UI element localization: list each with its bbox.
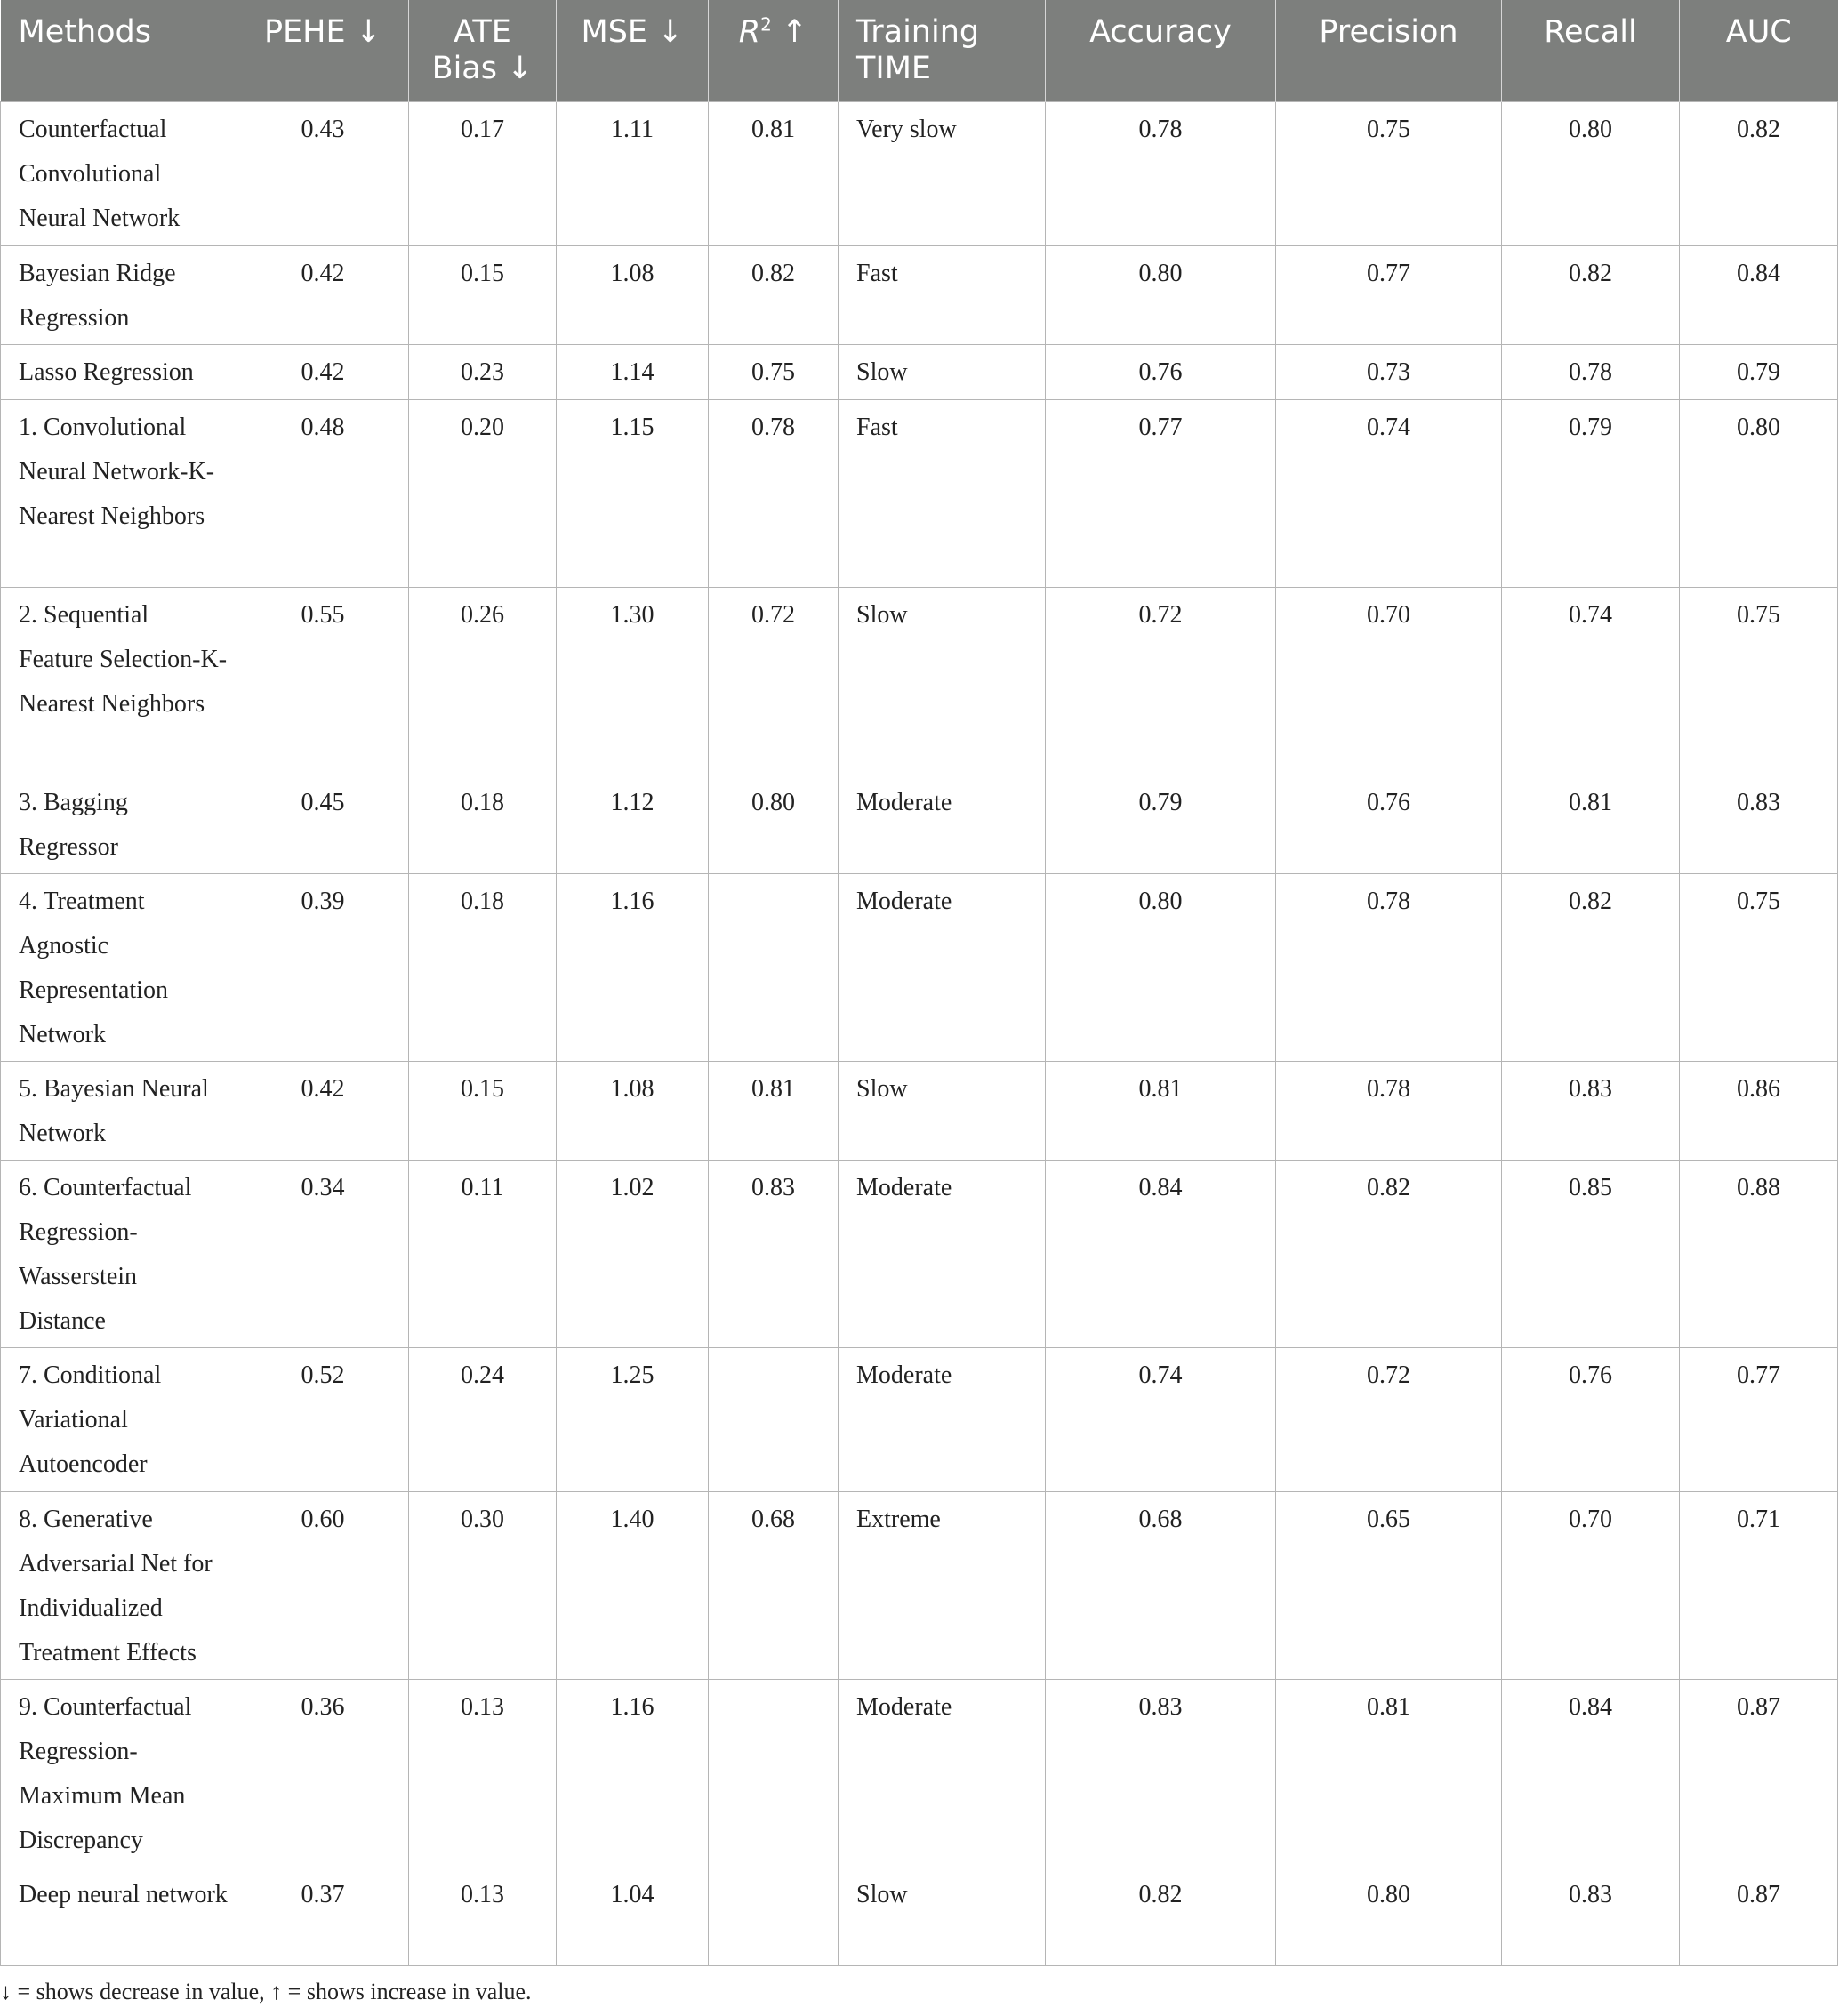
cell-accuracy: 0.74 <box>1046 1347 1276 1491</box>
cell-training-time: Very slow <box>839 101 1046 245</box>
cell-pehe: 0.36 <box>237 1679 409 1867</box>
cell-r2: 0.82 <box>709 245 839 344</box>
cell-mse: 1.04 <box>557 1867 709 1965</box>
header-training-time: Training TIME <box>839 0 1046 101</box>
cell-accuracy: 0.77 <box>1046 399 1276 587</box>
cell-ate-bias: 0.24 <box>409 1347 557 1491</box>
cell-mse: 1.30 <box>557 587 709 775</box>
cell-r2: 0.81 <box>709 1061 839 1160</box>
cell-accuracy: 0.82 <box>1046 1867 1276 1965</box>
cell-pehe: 0.45 <box>237 775 409 873</box>
header-mse: MSE ↓ <box>557 0 709 101</box>
cell-method: 3. Bagging Regressor <box>1 775 237 873</box>
cell-recall: 0.80 <box>1502 101 1680 245</box>
header-row <box>1 0 1838 101</box>
header-r2-sup: 2 <box>760 13 772 36</box>
cell-method: 1. Convolutional Neural Network-K-Nearest Neighbors <box>1 399 237 587</box>
cell-ate-bias: 0.11 <box>409 1160 557 1347</box>
cell-auc: 0.88 <box>1680 1160 1838 1347</box>
header-r2-arrow: ↑ <box>771 14 808 50</box>
cell-precision: 0.70 <box>1276 587 1502 775</box>
cell-training-time: Moderate <box>839 1679 1046 1867</box>
cell-pehe: 0.34 <box>237 1160 409 1347</box>
cell-recall: 0.81 <box>1502 775 1680 873</box>
cell-pehe: 0.48 <box>237 399 409 587</box>
cell-ate-bias: 0.20 <box>409 399 557 587</box>
cell-training-time: Extreme <box>839 1491 1046 1679</box>
cell-training-time: Moderate <box>839 775 1046 873</box>
cell-recall: 0.83 <box>1502 1867 1680 1965</box>
cell-ate-bias: 0.13 <box>409 1679 557 1867</box>
cell-precision: 0.77 <box>1276 245 1502 344</box>
cell-r2: 0.75 <box>709 344 839 399</box>
cell-pehe: 0.42 <box>237 344 409 399</box>
table-row <box>1 1347 1838 1491</box>
cell-auc: 0.87 <box>1680 1679 1838 1867</box>
cell-ate-bias: 0.30 <box>409 1491 557 1679</box>
cell-r2: 0.83 <box>709 1160 839 1347</box>
cell-auc: 0.75 <box>1680 873 1838 1061</box>
cell-training-time: Slow <box>839 344 1046 399</box>
cell-auc: 0.86 <box>1680 1061 1838 1160</box>
cell-recall: 0.74 <box>1502 587 1680 775</box>
cell-precision: 0.81 <box>1276 1679 1502 1867</box>
cell-mse: 1.08 <box>557 245 709 344</box>
cell-accuracy: 0.68 <box>1046 1491 1276 1679</box>
cell-mse: 1.16 <box>557 1679 709 1867</box>
cell-precision: 0.82 <box>1276 1160 1502 1347</box>
cell-pehe: 0.37 <box>237 1867 409 1965</box>
cell-recall: 0.82 <box>1502 245 1680 344</box>
cell-mse: 1.16 <box>557 873 709 1061</box>
cell-method: Lasso Regression <box>1 344 237 399</box>
cell-precision: 0.75 <box>1276 101 1502 245</box>
cell-auc: 0.83 <box>1680 775 1838 873</box>
cell-auc: 0.80 <box>1680 399 1838 587</box>
cell-training-time: Moderate <box>839 1347 1046 1491</box>
cell-auc: 0.84 <box>1680 245 1838 344</box>
cell-pehe: 0.39 <box>237 873 409 1061</box>
table-footnote: ↓ = shows decrease in value, ↑ = shows increase in value. <box>0 1979 532 2004</box>
cell-ate-bias: 0.13 <box>409 1867 557 1965</box>
cell-ate-bias: 0.23 <box>409 344 557 399</box>
cell-accuracy: 0.80 <box>1046 245 1276 344</box>
cell-recall: 0.83 <box>1502 1061 1680 1160</box>
cell-recall: 0.70 <box>1502 1491 1680 1679</box>
cell-pehe: 0.42 <box>237 245 409 344</box>
cell-method: 6. Counterfactual Regression-Wasserstein Distance <box>1 1160 237 1347</box>
cell-precision: 0.78 <box>1276 1061 1502 1160</box>
cell-mse: 1.12 <box>557 775 709 873</box>
header-r2 <box>709 0 839 101</box>
cell-r2: 0.78 <box>709 399 839 587</box>
cell-pehe: 0.42 <box>237 1061 409 1160</box>
table-row <box>1 101 1838 245</box>
cell-r2: 0.80 <box>709 775 839 873</box>
cell-method: Bayesian Ridge Regression <box>1 245 237 344</box>
table-row <box>1 399 1838 587</box>
header-methods: Methods <box>1 0 237 101</box>
cell-precision: 0.80 <box>1276 1867 1502 1965</box>
table-row <box>1 775 1838 873</box>
table-row <box>1 1491 1838 1679</box>
cell-pehe: 0.43 <box>237 101 409 245</box>
table-row <box>1 1061 1838 1160</box>
header-recall: Recall <box>1502 0 1680 101</box>
table-row <box>1 587 1838 775</box>
cell-training-time: Slow <box>839 587 1046 775</box>
cell-precision: 0.65 <box>1276 1491 1502 1679</box>
cell-precision: 0.76 <box>1276 775 1502 873</box>
cell-training-time: Slow <box>839 1867 1046 1965</box>
cell-mse: 1.25 <box>557 1347 709 1491</box>
cell-pehe: 0.60 <box>237 1491 409 1679</box>
cell-mse: 1.40 <box>557 1491 709 1679</box>
cell-method: Deep neural network <box>1 1867 237 1965</box>
cell-auc: 0.71 <box>1680 1491 1838 1679</box>
cell-training-time: Moderate <box>839 1160 1046 1347</box>
cell-ate-bias: 0.18 <box>409 775 557 873</box>
cell-method: 2. Sequential Feature Selection-K-Nearest Neighbors <box>1 587 237 775</box>
cell-r2 <box>709 1679 839 1867</box>
header-accuracy: Accuracy <box>1046 0 1276 101</box>
cell-ate-bias: 0.26 <box>409 587 557 775</box>
cell-mse: 1.14 <box>557 344 709 399</box>
cell-r2: 0.68 <box>709 1491 839 1679</box>
cell-accuracy: 0.80 <box>1046 873 1276 1061</box>
cell-training-time: Slow <box>839 1061 1046 1160</box>
cell-accuracy: 0.78 <box>1046 101 1276 245</box>
cell-method: 9. Counterfactual Regression-Maximum Mean Discrepancy <box>1 1679 237 1867</box>
cell-ate-bias: 0.17 <box>409 101 557 245</box>
cell-r2: 0.72 <box>709 587 839 775</box>
cell-training-time: Fast <box>839 399 1046 587</box>
cell-r2 <box>709 1867 839 1965</box>
cell-accuracy: 0.84 <box>1046 1160 1276 1347</box>
cell-auc: 0.87 <box>1680 1867 1838 1965</box>
cell-mse: 1.11 <box>557 101 709 245</box>
cell-recall: 0.78 <box>1502 344 1680 399</box>
cell-accuracy: 0.83 <box>1046 1679 1276 1867</box>
cell-auc: 0.82 <box>1680 101 1838 245</box>
cell-mse: 1.15 <box>557 399 709 587</box>
cell-accuracy: 0.81 <box>1046 1061 1276 1160</box>
header-ate-bias: ATE Bias ↓ <box>409 0 557 101</box>
cell-method: 4. Treatment Agnostic Representation Network <box>1 873 237 1061</box>
table-row <box>1 873 1838 1061</box>
cell-auc: 0.75 <box>1680 587 1838 775</box>
cell-auc: 0.79 <box>1680 344 1838 399</box>
cell-precision: 0.78 <box>1276 873 1502 1061</box>
cell-mse: 1.02 <box>557 1160 709 1347</box>
cell-ate-bias: 0.15 <box>409 245 557 344</box>
cell-recall: 0.79 <box>1502 399 1680 587</box>
cell-accuracy: 0.79 <box>1046 775 1276 873</box>
header-r2-base: R <box>738 14 761 50</box>
cell-accuracy: 0.72 <box>1046 587 1276 775</box>
header-auc: AUC <box>1680 0 1838 101</box>
cell-ate-bias: 0.18 <box>409 873 557 1061</box>
table-row <box>1 344 1838 399</box>
cell-pehe: 0.55 <box>237 587 409 775</box>
table-row <box>1 1679 1838 1867</box>
cell-accuracy: 0.76 <box>1046 344 1276 399</box>
table-row <box>1 1867 1838 1965</box>
cell-recall: 0.82 <box>1502 873 1680 1061</box>
table-header <box>1 0 1838 101</box>
cell-training-time: Fast <box>839 245 1046 344</box>
cell-training-time: Moderate <box>839 873 1046 1061</box>
table-row <box>1 1160 1838 1347</box>
cell-method: Counterfactual Convolutional Neural Network <box>1 101 237 245</box>
cell-recall: 0.76 <box>1502 1347 1680 1491</box>
cell-precision: 0.73 <box>1276 344 1502 399</box>
table-row <box>1 245 1838 344</box>
cell-method: 7. Conditional Variational Autoencoder <box>1 1347 237 1491</box>
header-pehe: PEHE ↓ <box>237 0 409 101</box>
cell-auc: 0.77 <box>1680 1347 1838 1491</box>
cell-mse: 1.08 <box>557 1061 709 1160</box>
cell-r2: 0.81 <box>709 101 839 245</box>
cell-r2 <box>709 1347 839 1491</box>
cell-pehe: 0.52 <box>237 1347 409 1491</box>
cell-method: 5. Bayesian Neural Network <box>1 1061 237 1160</box>
header-precision: Precision <box>1276 0 1502 101</box>
table-body <box>1 101 1838 1965</box>
cell-ate-bias: 0.15 <box>409 1061 557 1160</box>
cell-recall: 0.84 <box>1502 1679 1680 1867</box>
cell-recall: 0.85 <box>1502 1160 1680 1347</box>
cell-precision: 0.72 <box>1276 1347 1502 1491</box>
cell-method: 8. Generative Adversarial Net for Individualized Treatment Effects <box>1 1491 237 1679</box>
cell-r2 <box>709 873 839 1061</box>
cell-precision: 0.74 <box>1276 399 1502 587</box>
